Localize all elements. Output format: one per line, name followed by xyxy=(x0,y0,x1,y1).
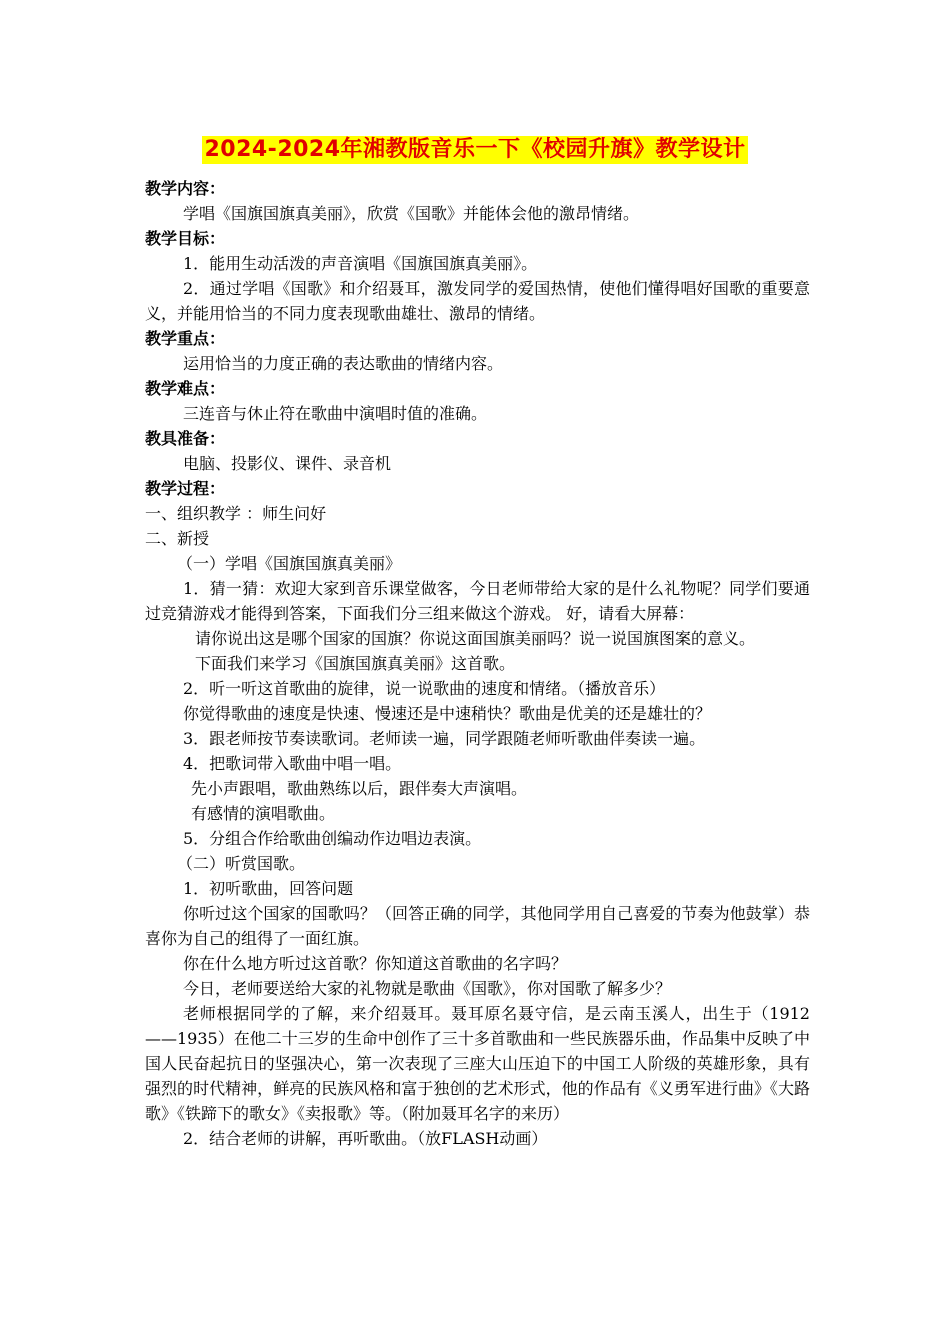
subheading-part-1: （一）学唱《国旗国旗真美丽》 xyxy=(177,554,402,573)
paragraph-part1-sing-emotion: 有感情的演唱歌曲。 xyxy=(191,804,336,823)
heading-teaching-difficulty: 教学难点： xyxy=(145,379,226,398)
paragraph-step-2: 二、新授 xyxy=(145,529,210,548)
paragraph-part2-listen-again: 2．结合老师的讲解，再听歌曲。（放FLASH动画） xyxy=(183,1129,548,1148)
heading-teaching-materials: 教具准备： xyxy=(145,429,226,448)
paragraph-part2-gift: 今日，老师要送给大家的礼物就是歌曲《国歌》，你对国歌了解多少？ xyxy=(183,979,672,998)
paragraph-part1-speed-question: 你觉得歌曲的速度是快速、慢速还是中速稍快？歌曲是优美的还是雄壮的？ xyxy=(183,704,712,723)
paragraph-part1-group-act: 5．分组合作给歌曲创编动作边唱边表演。 xyxy=(183,829,482,848)
paragraph-step-1: 一、组织教学 ：师生问好 xyxy=(145,504,327,523)
paragraph-part1-guess: 1．猜一猜：欢迎大家到音乐课堂做客，今日老师带给大家的是什么礼物呢？同学们要通过竞猜游戏才能得到答案，下面我们分三组来做这个游戏。 好，请看大屏幕： xyxy=(145,579,810,623)
title-block xyxy=(0,136,950,164)
paragraph-part2-first-listen: 1．初听歌曲，回答问题 xyxy=(183,879,354,898)
paragraph-part1-flag-question: 请你说出这是哪个国家的国旗？你说这面国旗美丽吗？说一说国旗图案的意义。 xyxy=(195,629,756,648)
document-body xyxy=(145,176,810,1151)
paragraph-teaching-focus: 运用恰当的力度正确的表达歌曲的情绪内容。 xyxy=(183,354,504,373)
paragraph-part2-nie-er: 老师根据同学的了解，来介绍聂耳。聂耳原名聂守信，是云南玉溪人，出生于（1912——1935）在他二十三岁的生命中创作了三十多首歌曲和一些民族器乐曲，作品集中反映了中国人民奋起抗日的坚强决心，第一次表现了三座大山压迫下的中国工人阶级的英雄形象，具有强烈的时代精神，鲜亮的民族风格和富于独创的艺术形式，他的作品有《义勇军进行曲》《大路歌》《铁蹄下的歌女》《卖报歌》等。（附加聂耳名字的来历） xyxy=(145,1004,810,1123)
paragraph-goal-2: 2．通过学唱《国歌》和介绍聂耳，激发同学的爱国热情，使他们懂得唱好国歌的重要意义，并能用恰当的不同力度表现歌曲雄壮、激昂的情绪。 xyxy=(145,279,810,323)
paragraph-part2-anthem-question: 你听过这个国家的国歌吗？（回答正确的同学，其他同学用自己喜爱的节奏为他鼓掌）恭喜你为自己的组得了一面红旗。 xyxy=(145,904,810,948)
paragraph-teaching-content: 学唱《国旗国旗真美丽》，欣赏《国歌》并能体会他的激昂情绪。 xyxy=(183,204,640,223)
paragraph-part1-sing-softly: 先小声跟唱，歌曲熟练以后，跟伴奏大声演唱。 xyxy=(191,779,528,798)
paragraph-part1-read-lyrics: 3．跟老师按节奏读歌词。老师读一遍，同学跟随老师听歌曲伴奏读一遍。 xyxy=(183,729,706,748)
paragraph-part1-listen: 2．听一听这首歌曲的旋律，说一说歌曲的速度和情绪。（播放音乐） xyxy=(183,679,666,698)
heading-teaching-focus: 教学重点： xyxy=(145,329,226,348)
paragraph-teaching-difficulty: 三连音与休止符在歌曲中演唱时值的准确。 xyxy=(183,404,488,423)
heading-teaching-process: 教学过程： xyxy=(145,479,226,498)
document-title: 2024-2024年湘教版音乐一下《校园升旗》教学设计 xyxy=(204,137,746,162)
paragraph-goal-1: 1．能用生动活泼的声音演唱《国旗国旗真美丽》。 xyxy=(183,254,538,273)
paragraph-part1-sing-lyrics: 4．把歌词带入歌曲中唱一唱。 xyxy=(183,754,402,773)
paragraph-teaching-materials: 电脑、投影仪、课件、录音机 xyxy=(183,454,392,473)
heading-teaching-goals: 教学目标： xyxy=(145,229,226,248)
paragraph-part1-learn-song: 下面我们来学习《国旗国旗真美丽》这首歌。 xyxy=(195,654,516,673)
paragraph-part2-where-heard: 你在什么地方听过这首歌？你知道这首歌曲的名字吗？ xyxy=(183,954,568,973)
heading-teaching-content: 教学内容： xyxy=(145,179,226,198)
subheading-part-2: （二）听赏国歌。 xyxy=(177,854,306,873)
